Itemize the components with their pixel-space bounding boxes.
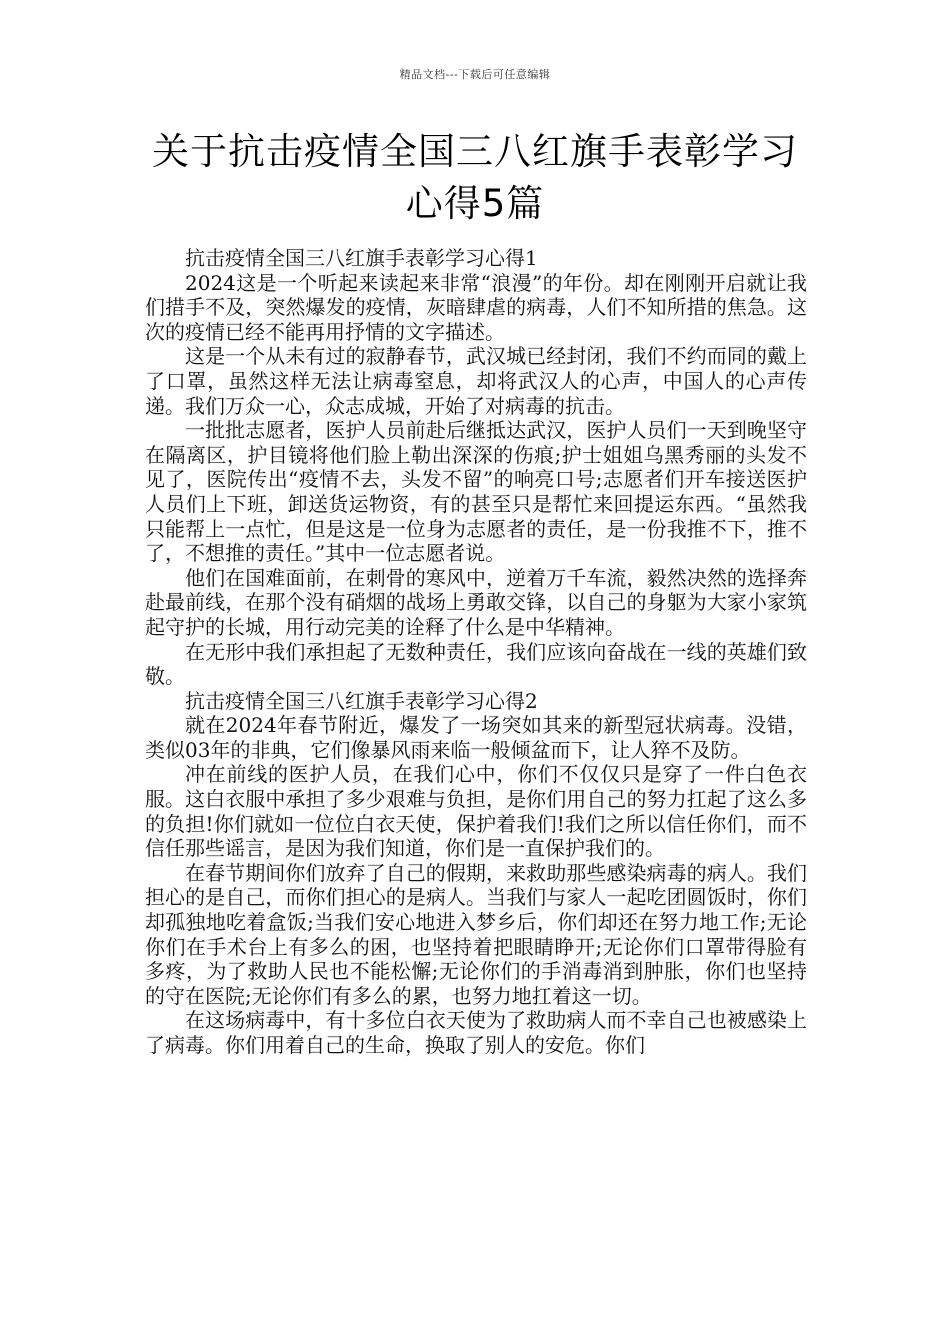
document-title xyxy=(120,126,830,230)
body-paragraph: 这是一个从未有过的寂静春节，武汉城已经封闭，我们不约而同的戴上了口罩，虽然这样无法让病毒窒息，却将武汉人的心声，中国人的心声传递。我们万众一心，众志成城，开始了对病毒的抗击。 xyxy=(145,344,807,418)
body-paragraph: 他们在国难面前，在刺骨的寒风中，逆着万千车流，毅然决然的选择奔赴最前线，在那个没有硝烟的战场上勇敢交锋，以自己的身躯为大家小家筑起守护的长城，用行动完美的诠释了什么是中华精神。 xyxy=(145,565,807,639)
body-paragraph: 在无形中我们承担起了无数种责任，我们应该向奋战在一线的英雄们致敬。 xyxy=(145,639,807,689)
section-heading-1: 抗击疫情全国三八红旗手表彰学习心得1 xyxy=(185,246,538,270)
body-paragraph: 就在2024年春节附近，爆发了一场突如其来的新型冠状病毒。没错，类似03年的非典，它们像暴风雨来临一般倾盆而下，让人猝不及防。 xyxy=(145,713,807,762)
section-heading-2: 抗击疫情全国三八红旗手表彰学习心得2 xyxy=(185,688,538,713)
header-note: 精品文档---下载后可任意编辑 xyxy=(399,68,551,81)
body-paragraph: 冲在前线的医护人员，在我们心中，你们不仅仅只是穿了一件白色衣服。这白衣服中承担了多少艰难与负担，是你们用自己的努力扛起了这么多的负担!你们就如一位位白衣天使，保护着我们!我们之所以信任你们，而不信任那些谣言，是因为我们知道，你们是一直保护我们的。 xyxy=(145,762,807,861)
title-line-2: 心得5篇 xyxy=(405,182,545,225)
document-body xyxy=(145,246,807,1058)
body-paragraph: 一批批志愿者，医护人员前赴后继抵达武汉，医护人员们一天到晚坚守在隔离区，护目镜将他们脸上勒出深深的伤痕;护士姐姐乌黑秀丽的头发不见了，医院传出“疫情不去，头发不留”的响亮口号;志愿者们开车接送医护人员们上下班，卸送货运物资，有的甚至只是帮忙来回提运东西。“虽然我只能帮上一点忙，但是这是一位身为志愿者的责任，是一份我推不下，推不了，不想推的责任。”其中一位志愿者说。 xyxy=(145,418,807,566)
body-paragraph: 2024这是一个听起来读起来非常“浪漫”的年份。却在刚刚开启就让我们措手不及，突然爆发的疫情，灰暗肆虐的病毒，人们不知所措的焦急。这次的疫情已经不能再用抒情的文字描述。 xyxy=(145,270,807,344)
body-paragraph: 在春节期间你们放弃了自己的假期，来救助那些感染病毒的病人。我们担心的是自己，而你们担心的是病人。当我们与家人一起吃团圆饭时，你们却孤独地吃着盒饭;当我们安心地进入梦乡后，你们却还在努力地工作;无论你们在手术台上有多么的困，也坚持着把眼睛睁开;无论你们口罩带得脸有多疼，为了救助人民也不能松懈;无论你们的手消毒消到肿胀，你们也坚持的守在医院;无论你们有多么的累，也努力地扛着这一切。 xyxy=(145,860,807,1008)
body-paragraph: 在这场病毒中，有十多位白衣天使为了救助病人而不幸自己也被感染上了病毒。你们用着自己的生命，换取了别人的安危。你们 xyxy=(145,1008,807,1057)
title-line-1: 关于抗击疫情全国三八红旗手表彰学习 xyxy=(152,130,798,173)
